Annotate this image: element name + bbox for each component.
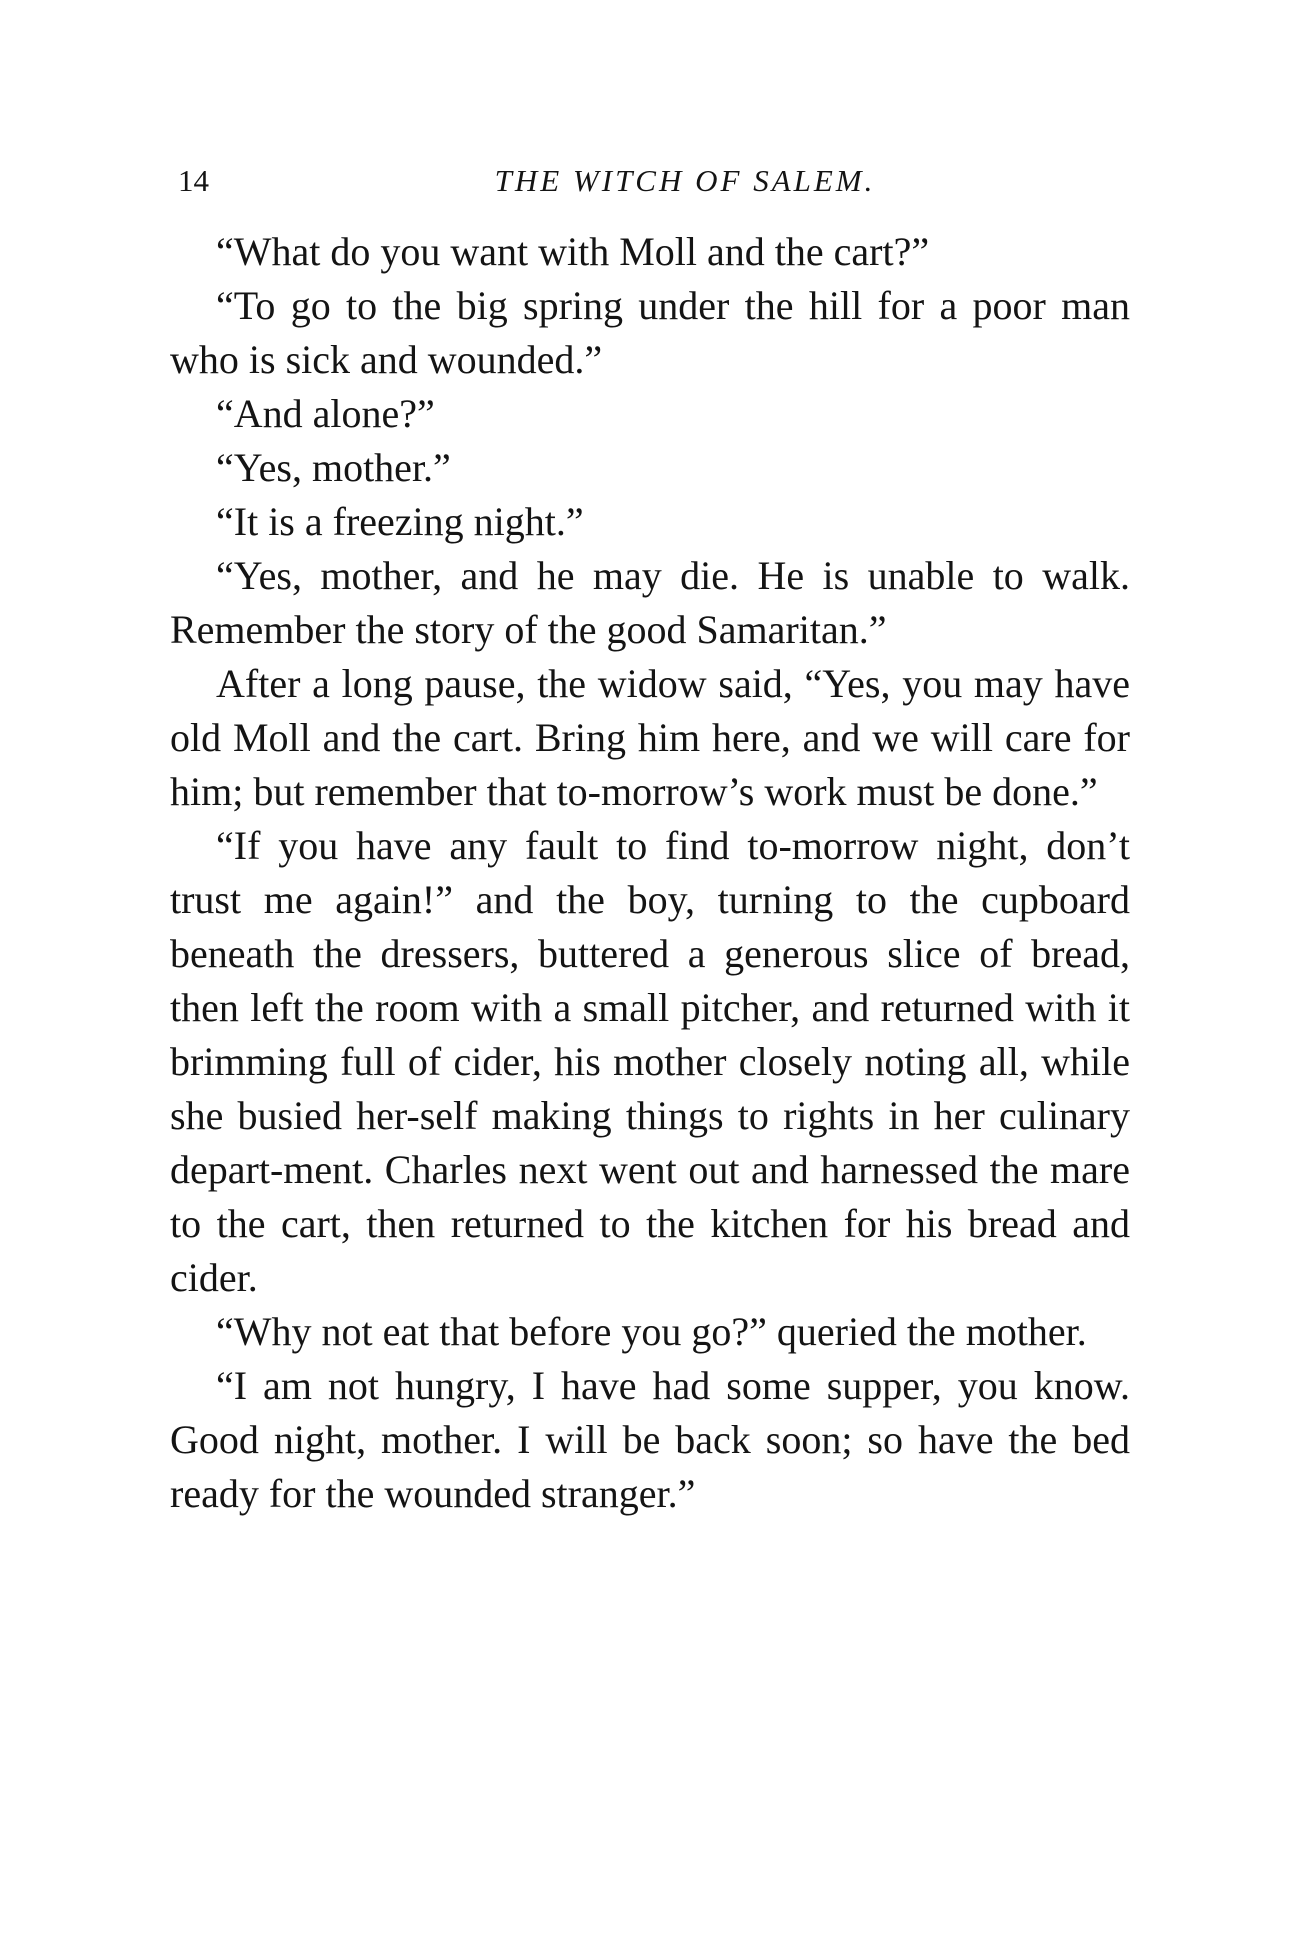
- running-title: THE WITCH OF SALEM.: [494, 163, 876, 198]
- paragraph: “Why not eat that before you go?” queried the mother.: [216, 1309, 1087, 1354]
- paragraph: “Yes, mother, and he may die. He is unable to walk. Remember the story of the good Samaritan.”: [170, 553, 1130, 652]
- paragraph: After a long pause, the widow said, “Yes, you may have old Moll and the cart. Bring him here, and we will care for him; but remember that to-morrow’s work must be done.”: [170, 661, 1130, 814]
- body-text: [170, 225, 1130, 1521]
- book-page: [170, 155, 1130, 1521]
- paragraph: “I am not hungry, I have had some supper, you know. Good night, mother. I will be back soon; so have the bed ready for the wounded stranger.”: [170, 1363, 1130, 1516]
- paragraph: “And alone?”: [216, 391, 435, 436]
- page-header: [170, 155, 1130, 211]
- paragraph: “It is a freezing night.”: [216, 499, 584, 544]
- paragraph: “What do you want with Moll and the cart?”: [216, 229, 930, 274]
- paragraph: “To go to the big spring under the hill for a poor man who is sick and wounded.”: [170, 283, 1130, 382]
- paragraph: “Yes, mother.”: [216, 445, 451, 490]
- paragraph: “If you have any fault to find to-morrow night, don’t trust me again!” and the boy, turning to the cupboard beneath the dressers, buttered a generous slice of bread, then left the room with a small pitcher, and returned with it brimming full of cider, his mother closely noting all, while she busied her-self making things to rights in her culinary depart-ment. Charles next went out and harnessed the mare to the cart, then returned to the kitchen for his bread and cider.: [170, 823, 1130, 1300]
- page-number: 14: [178, 163, 209, 198]
